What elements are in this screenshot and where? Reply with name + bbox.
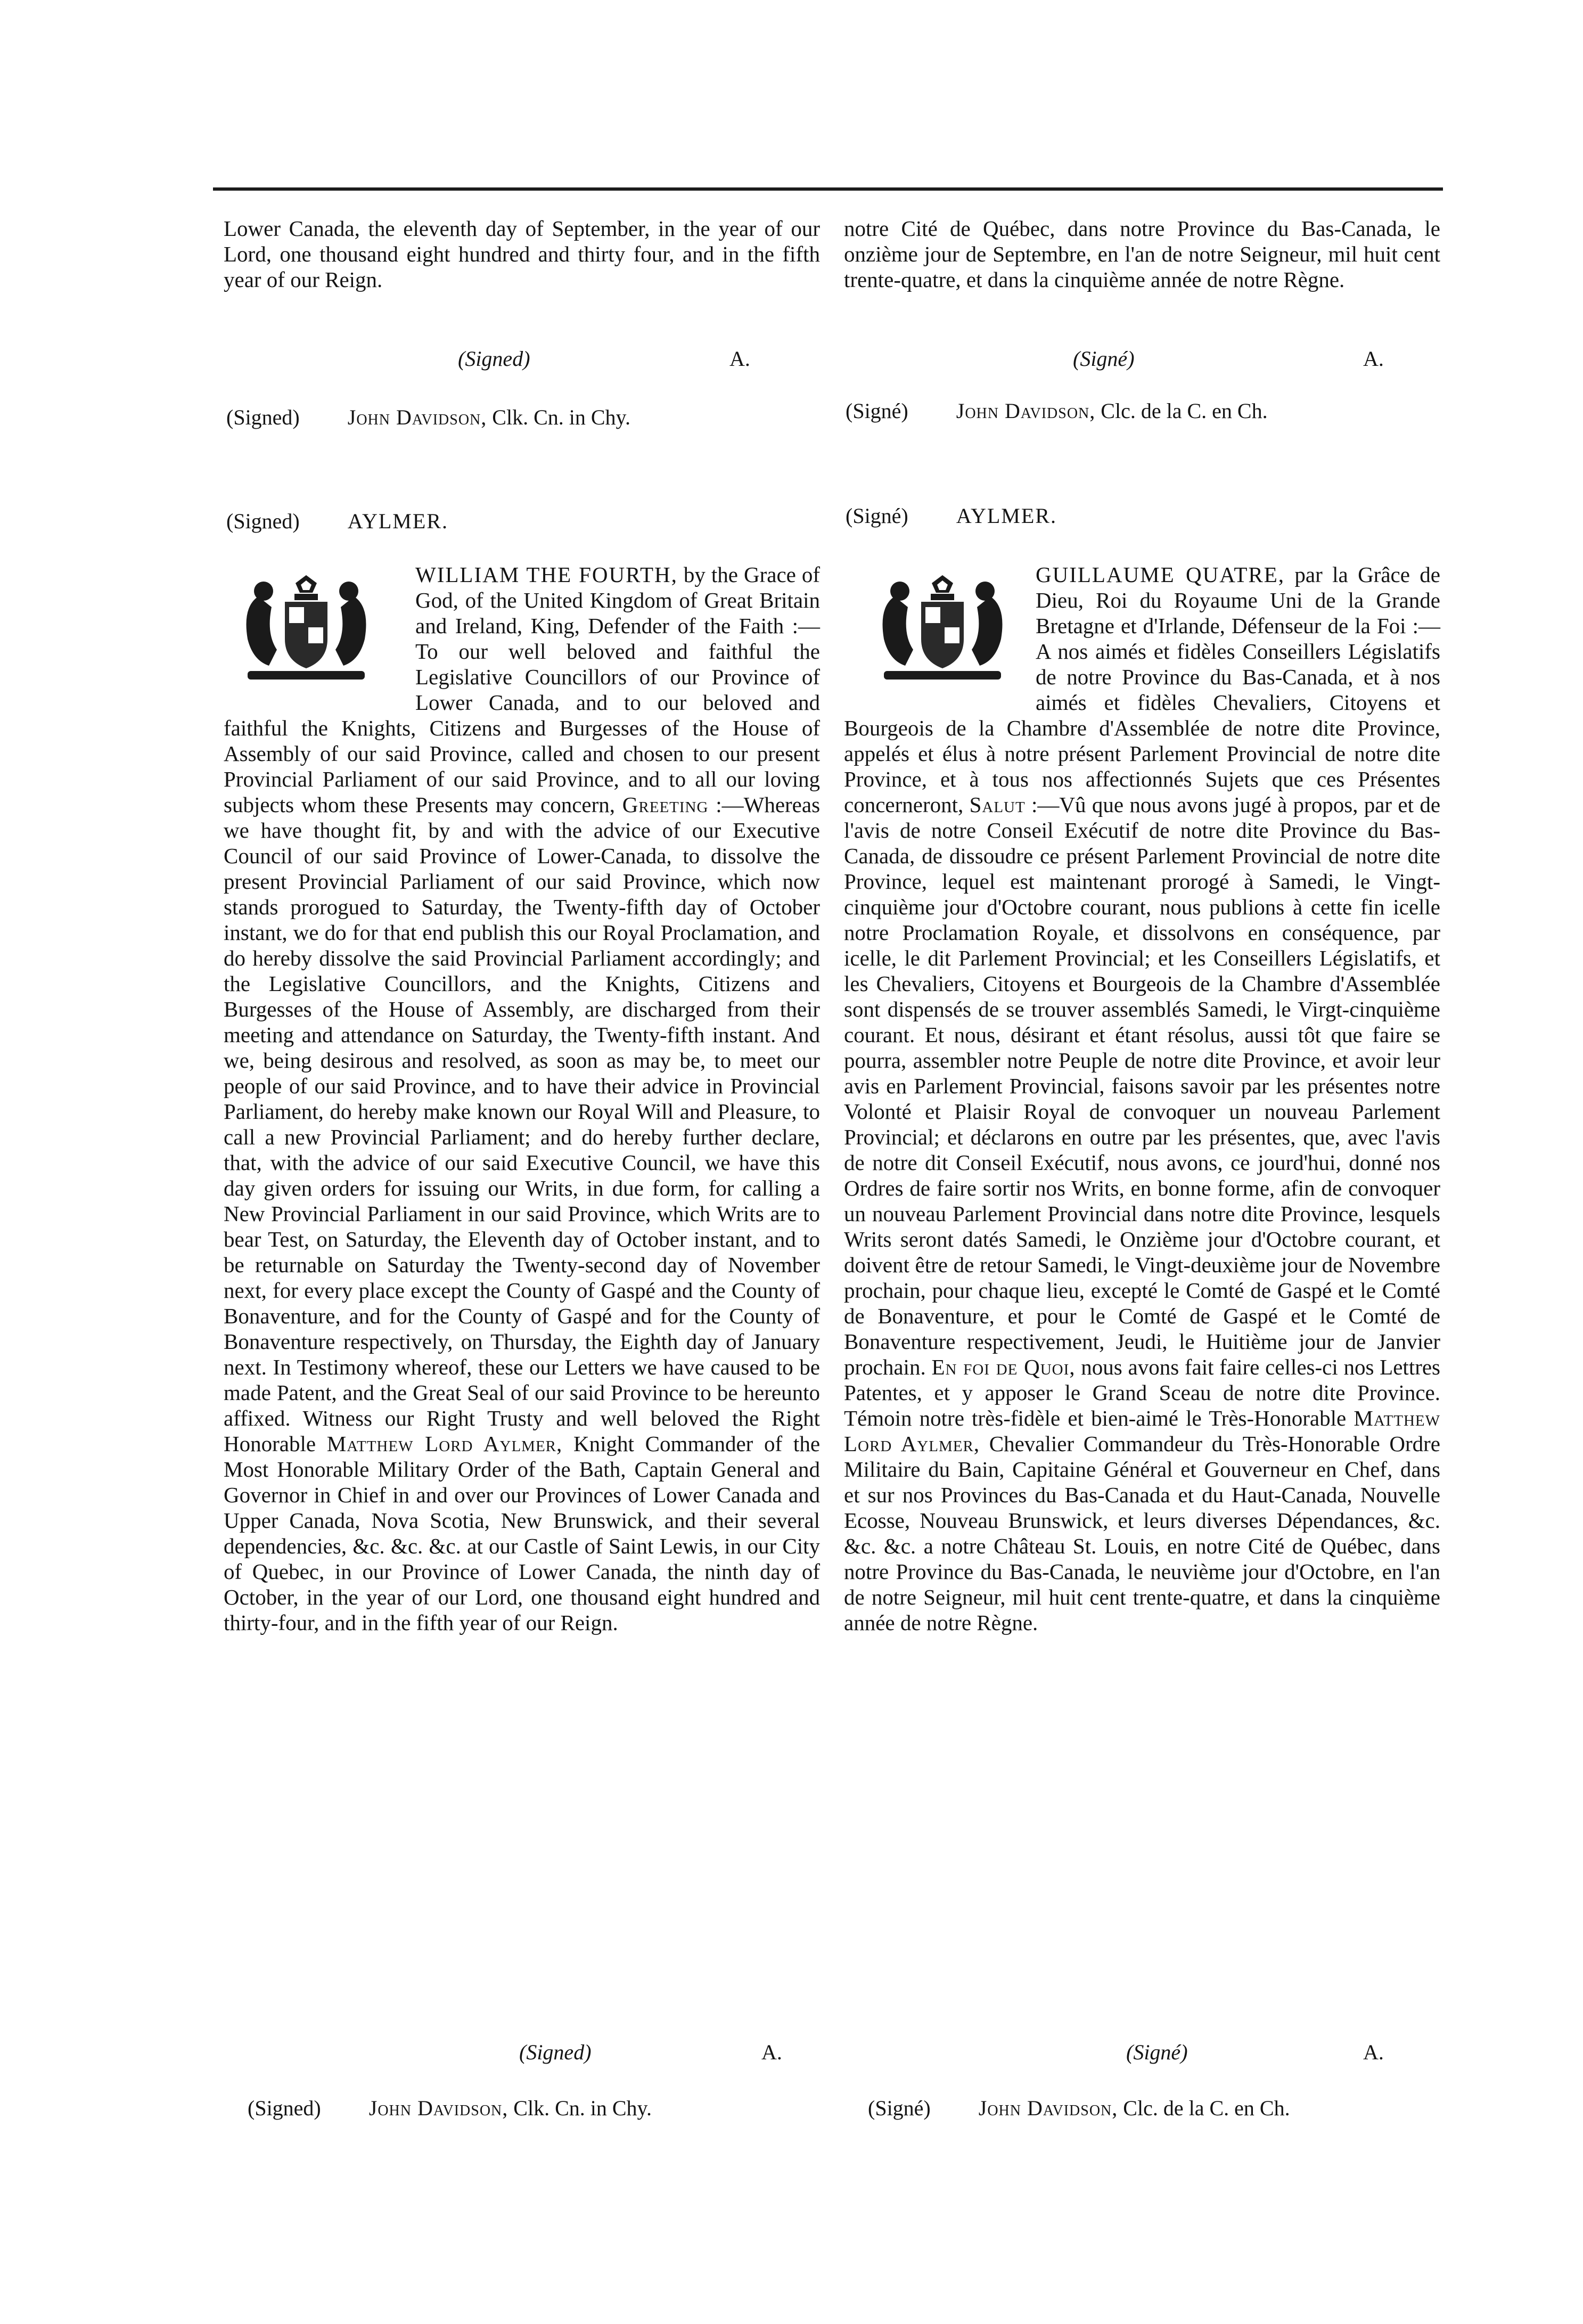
english-clerk-name-1: John Davidson, xyxy=(347,405,487,429)
english-proclamation-heading: WILLIAM THE FOURTH, xyxy=(415,562,678,587)
french-clerk-title-2: Clc. de la C. en Ch. xyxy=(1123,2096,1290,2120)
english-proclamation-body-2: :—Whereas we have thought fit, by and with the advice of our Executive Council of our said Province of Lower-Canada, to dissolve the present Provincial Parliament of our said Province, which now stands prorogued to Saturday, the Twenty-fifth day of October instant, we do for that end publish this our Royal Proclamation, and do hereby dissolve the said Provincial Parliament accordingly; and the Legislative Councillors, and the Knights, Citizens and Burgesses of the House of Assembly, are discharged from their meeting and attendance on Saturday, the Twenty-fifth instant. And we, being desirous and resolved, as soon as may be, to meet our people of our said Province, and to have their advice in Provincial Parliament, do hereby make known our Royal Will and Pleasure, to call a new Provincial Parliament; and do hereby further declare, that, with the advice of our said Executive Council, we have this day given orders for issuing our Writs, in due form, for calling a New Provincial Parliament in our said Province, which Writs are to bear Test, on Saturday, the Eleventh day of October instant, and to be returnable on Saturday the Twenty-second day of November next, for every place except the County of Gaspé and the County of Bonaventure, and for the County of Gaspé and for the County of Bonaventure respectively, on Thursday, the Eighth day of January next. In Testimony whereof, these our Letters we have caused to be made Patent, and the Great Seal of our said Province to be hereunto affixed. Witness our Right Trusty and well beloved the Right Honorable xyxy=(224,792,821,1456)
french-column xyxy=(844,216,1440,292)
english-signed-italic-1: (Signed) xyxy=(458,347,530,371)
english-signed-label-2: (Signed) xyxy=(226,509,300,533)
french-proclamation-body-2: :—Vû que nous avons jugé à propos, par et de l'avis de notre Conseil Exécutif de notre dite Province du Bas-Canada, de dissoudre ce présent Parlement Provincial de notre dite Province, lequel est maintenant prorogé à Samedi, le Vingt-cinquième jour d'Octobre courant, nous publions à cette fin icelle notre Proclamation Royale, et dissolvons en conséquence, par icelle, le dit Parlement Provincial; et les Conseillers Législatifs, et les Chevaliers, Citoyens et Bourgeois de la Chambre d'Assemblée sont dispensés de se trouver assemblés Samedi, le Virgt-cinquième courant. Et nous, désirant et étant résolus, aussi tôt que faire se pourra, assembler notre Peuple de notre dite Province, et avoir leur avis en Parlement Provincial, faisons savoir par les présentes notre Volonté et Plaisir Royal de convoquer un nouveau Parlement Provincial; et déclarons en outre par les présentes, que, avec l'avis de notre dit Conseil Exécutif, nous avons, ce jourd'hui, donné nos Ordres de faire sortir nos Writs, en bonne forme, afin de convoquer un nouveau Parlement Provincial dans notre dite Province, lesquels Writs seront datés Samedi, le Onzième jour d'Octobre courant, et doivent être de retour Samedi, le Vingt-deuxième jour de Novembre prochain, pour chaque lieu, excepté le Comté de Gaspé et le Comté de Bonaventure, et pour le Comté de Gaspé et le Comté de Bonaventure respectivement, Jeudi, le Huitième jour de Janvier prochain. xyxy=(844,792,1441,1379)
french-signe-label-2: (Signé) xyxy=(846,504,908,528)
french-proclamation xyxy=(844,562,1440,1635)
english-signed-italic-2: (Signed) xyxy=(519,2040,592,2064)
english-proclamation xyxy=(224,562,820,1635)
french-proclamation-body-4: Chevalier Commandeur du Très-Honorable Ordre Militaire du Bain, Capitaine Général et Gouverneur en Chef, dans et sur nos Provinces du Bas-Canada et du Haut-Canada, Nouvelle Ecosse, Nouveau Brunswick, et leurs diverses Dépendances, &c. &c. &c. a notre Château St. Louis, en notre Cité de Québec, dans notre Province du Bas-Canada, le neuvième jour d'Octobre, en l'an de notre Seigneur, mil huit cent trente-quatre, et dans la cinquième année de notre Règne. xyxy=(844,1431,1441,1635)
english-clerk-title-1: Clk. Cn. in Chy. xyxy=(492,405,630,429)
english-clerk-line-1 xyxy=(226,405,630,430)
english-top-paragraph: Lower Canada, the eleventh day of September, in the year of our Lord, one thousand eight hundred and thirty four, and in the fifth year of our Reign. xyxy=(224,216,820,292)
french-signe-label-3: (Signé) xyxy=(868,2096,931,2120)
french-matthew-lord-aylmer: Matthew Lord Aylmer, xyxy=(844,1406,1441,1456)
french-clerk-name-2: John Davidson, xyxy=(978,2096,1118,2120)
english-matthew-lord-aylmer: Matthew Lord Aylmer, xyxy=(326,1431,563,1456)
french-governor-line-1 xyxy=(846,503,1057,528)
english-clerk-title-2: Clk. Cn. in Chy. xyxy=(513,2096,652,2120)
english-greeting: Greeting xyxy=(622,792,709,817)
french-signature-letter-1: A. xyxy=(1363,347,1384,371)
french-en-foi-de-quoi: En foi de Quoi, xyxy=(931,1355,1076,1379)
english-signed-block-1 xyxy=(458,346,530,371)
english-clerk-name-2: John Davidson, xyxy=(368,2096,508,2120)
english-signature-letter-1: A. xyxy=(729,347,750,371)
french-governor-1: AYLMER. xyxy=(956,504,1057,528)
english-clerk-line-2 xyxy=(248,2096,652,2121)
english-signed-label-3: (Signed) xyxy=(248,2096,321,2120)
english-signature-letter-2: A. xyxy=(761,2040,782,2064)
english-signed-label-1: (Signed) xyxy=(226,405,300,429)
top-rule xyxy=(213,187,1443,191)
french-signe-italic-2: (Signé) xyxy=(1126,2040,1188,2064)
french-signe-italic-1: (Signé) xyxy=(1073,347,1135,371)
english-proclamation-body-3: Knight Commander of the Most Honorable Military Order of the Bath, Captain General and Governor in Chief in and over our Provinces of Lower Canada and Upper Canada, Nova Scotia, New Brunswick, and their several dependencies, &c. &c. &c. at our Castle of Saint Lewis, in our City of Quebec, in our Province of Lower Canada, the ninth day of October, in the year of our Lord, one thousand eight hundred and thirty-four, and in the fifth year of our Reign. xyxy=(224,1431,821,1635)
french-proclamation-body-3: nous avons fait faire celles-ci nos Lettres Patentes, et y apposer le Grand Sceau de notre dite Province. Témoin notre très-fidèle et bien-aimé le Très-Honorable xyxy=(844,1355,1441,1430)
french-clerk-title-1: Clc. de la C. en Ch. xyxy=(1101,399,1268,423)
french-clerk-line-2 xyxy=(868,2096,1290,2121)
english-governor-line-1 xyxy=(226,509,448,534)
french-clerk-name-1: John Davidson, xyxy=(956,399,1096,423)
french-proclamation-heading: GUILLAUME QUATRE, xyxy=(1036,562,1285,587)
french-signe-label-1: (Signé) xyxy=(846,399,908,423)
english-governor-1: AYLMER. xyxy=(347,509,448,533)
english-column xyxy=(224,216,820,292)
french-signature-letter-2: A. xyxy=(1363,2040,1384,2064)
english-proclamation-body-1: by the Grace of God, of the United Kingdom of Great Britain and Ireland, King, Defender of the Faith :—To our well beloved and faithful the Legislative Councillors of our Province of Lower Canada, and to our beloved and faithful the Knights, Citizens and Burgesses of the House of Assembly of our said Province, called and chosen to our present Provincial Parliament of our said Province, and to all our loving subjects whom these Presents may concern, xyxy=(224,562,820,817)
french-top-paragraph: notre Cité de Québec, dans notre Province du Bas-Canada, le onzième jour de Septembre, en l'an de notre Seigneur, mil huit cent trente-quatre, et dans la cinquième année de notre Règne. xyxy=(844,216,1440,292)
french-proclamation-body-1: par la Grâce de Dieu, Roi du Royaume Uni de la Grande Bretagne et d'Irlande, Défenseur de la Foi :—A nos aimés et fidèles Conseillers Législatifs de notre Province du Bas-Canada, et à nos aimés et fidèles Chevaliers, Citoyens et Bourgeois de la Chambre d'Assemblée de notre dite Province, appelés et élus à notre présent Parlement Provincial de notre dite Province, et à tous nos affectionnés Sujets que ces Présentes concerneront, xyxy=(844,562,1440,817)
french-clerk-line-1 xyxy=(846,398,1268,423)
french-salut: Salut xyxy=(969,792,1026,817)
